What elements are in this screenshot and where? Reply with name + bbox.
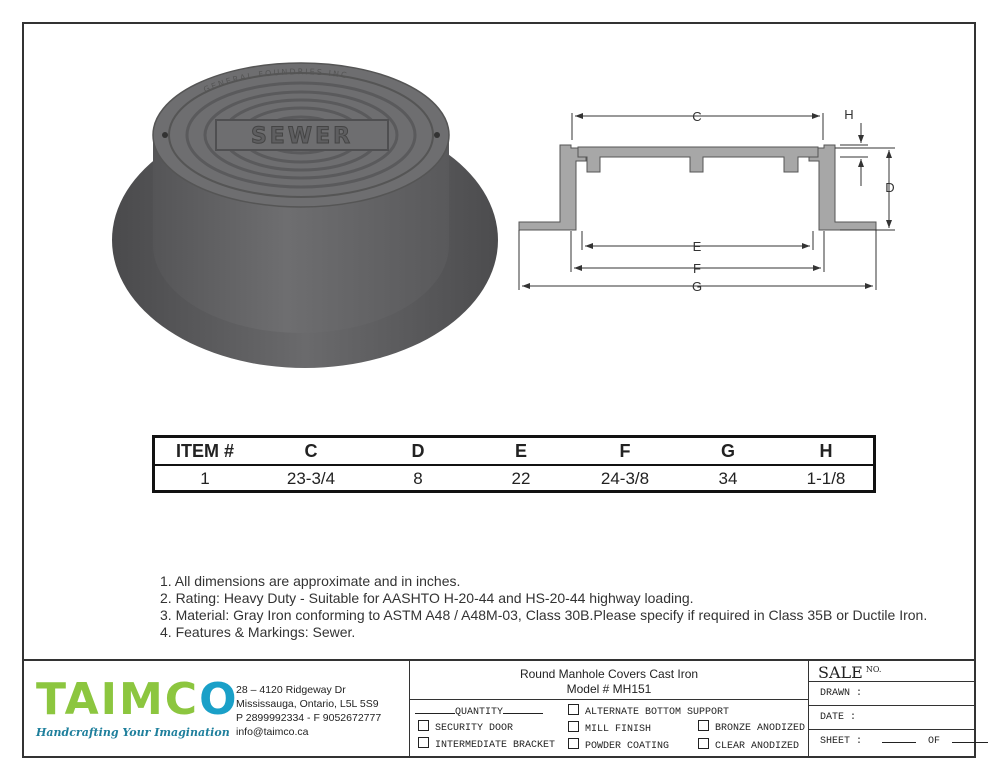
option-powder-coating[interactable] — [568, 738, 669, 752]
sheet-number-field[interactable] — [882, 734, 916, 743]
option-label: SECURITY DOOR — [435, 723, 514, 734]
note-item: 4. Features & Markings: Sewer. — [160, 624, 356, 640]
dim-g-label: G — [691, 279, 703, 294]
sale-no: NO. — [865, 665, 882, 674]
logo-wordmark: TAIMCO — [36, 674, 239, 725]
title-block-divider — [808, 705, 976, 706]
spec-header-row — [155, 438, 873, 464]
title-block-border — [22, 659, 976, 661]
option-label: INTERMEDIATE BRACKET — [435, 740, 556, 751]
header-e: E — [514, 441, 527, 461]
title-block-divider — [808, 729, 976, 730]
title-block-divider — [409, 660, 410, 758]
header-h: H — [819, 441, 833, 461]
title-block-divider — [808, 660, 809, 758]
address-line: Mississauga, Ontario, L5L 5S9 — [236, 698, 379, 710]
section-drawing — [510, 95, 900, 300]
option-bronze-anodized[interactable] — [698, 720, 805, 734]
checkbox[interactable] — [698, 720, 709, 731]
sewer-marking: SEWER — [250, 124, 354, 149]
address-line: 28 – 4120 Ridgeway Dr — [236, 684, 346, 696]
company-slogan: Handcrafting Your Imagination — [36, 726, 230, 739]
cell-f: 24-3/8 — [600, 469, 650, 488]
checkbox[interactable] — [568, 721, 579, 732]
cell-d: 8 — [413, 469, 423, 488]
company-address — [236, 683, 381, 739]
quantity-field[interactable] — [415, 704, 543, 718]
company-logo — [36, 674, 239, 739]
frame-section — [519, 145, 876, 230]
header-d: D — [411, 441, 425, 461]
option-intermediate-bracket[interactable] — [418, 737, 555, 751]
note-item: 3. Material: Gray Iron conforming to ASTM A48 / A48M-03, Class 30B.Please specify if required in Class 35B or Ductile Iron. — [160, 607, 928, 623]
checkbox[interactable] — [698, 738, 709, 749]
sheet-label: SHEET : — [820, 736, 863, 747]
title-block-divider — [410, 699, 808, 700]
option-alternate-bottom-support[interactable] — [568, 704, 729, 718]
checkbox[interactable] — [418, 720, 429, 731]
option-label: ALTERNATE BOTTOM SUPPORT — [585, 707, 730, 718]
pick-hole — [434, 132, 440, 138]
ring-text: GENERAL FOUNDRIES INC — [202, 67, 350, 95]
sale-text: SALE — [818, 663, 863, 682]
table-row — [155, 466, 873, 492]
option-label: CLEAR ANODIZED — [715, 741, 800, 752]
dim-d-label: D — [885, 180, 895, 195]
header-f: F — [619, 441, 631, 461]
checkbox[interactable] — [418, 737, 429, 748]
quantity-label: QUANTITY — [455, 707, 504, 718]
model-number: Model # MH151 — [566, 682, 652, 696]
dim-c-label: C — [692, 109, 702, 124]
spec-table — [152, 435, 876, 493]
cell-e: 22 — [511, 469, 531, 488]
header-item: ITEM # — [175, 441, 234, 461]
note-item: 2. Rating: Heavy Duty - Suitable for AASHTO H-20-44 and HS-20-44 highway loading. — [160, 590, 694, 606]
cell-c: 23-3/4 — [286, 469, 336, 488]
logo-accent-letter: O — [199, 674, 239, 725]
dim-h-label: H — [844, 107, 854, 122]
manhole-cover-render — [110, 55, 500, 370]
cell-item: 1 — [200, 469, 210, 488]
drawn-label: DRAWN : — [820, 688, 863, 699]
sheet-total-field[interactable] — [952, 734, 988, 743]
dim-e-label: E — [692, 239, 702, 254]
option-security-door[interactable] — [418, 720, 513, 734]
pick-hole — [162, 132, 168, 138]
option-label: BRONZE ANODIZED — [715, 723, 806, 734]
of-label: OF — [928, 736, 941, 747]
option-clear-anodized[interactable] — [698, 738, 799, 752]
option-mill-finish[interactable] — [568, 721, 651, 735]
header-g: G — [720, 441, 735, 461]
phone-fax: P 2899992334 - F 9052672777 — [236, 712, 382, 724]
option-label: POWDER COATING — [585, 741, 670, 752]
dim-f-label: F — [693, 261, 701, 276]
option-label: MILL FINISH — [585, 724, 652, 735]
header-c: C — [304, 441, 318, 461]
date-label: DATE : — [820, 712, 857, 723]
sheet-field — [820, 734, 988, 747]
sale-label — [818, 663, 881, 682]
notes — [160, 573, 927, 641]
note-item: 1. All dimensions are approximate and in inches. — [160, 573, 461, 589]
drawing-title: Round Manhole Covers Cast Iron — [519, 667, 699, 681]
cell-g: 34 — [718, 469, 738, 488]
cell-h: 1-1/8 — [806, 469, 846, 488]
email-link[interactable]: info@taimco.ca — [236, 726, 309, 738]
checkbox[interactable] — [568, 738, 579, 749]
checkbox[interactable] — [568, 704, 579, 715]
